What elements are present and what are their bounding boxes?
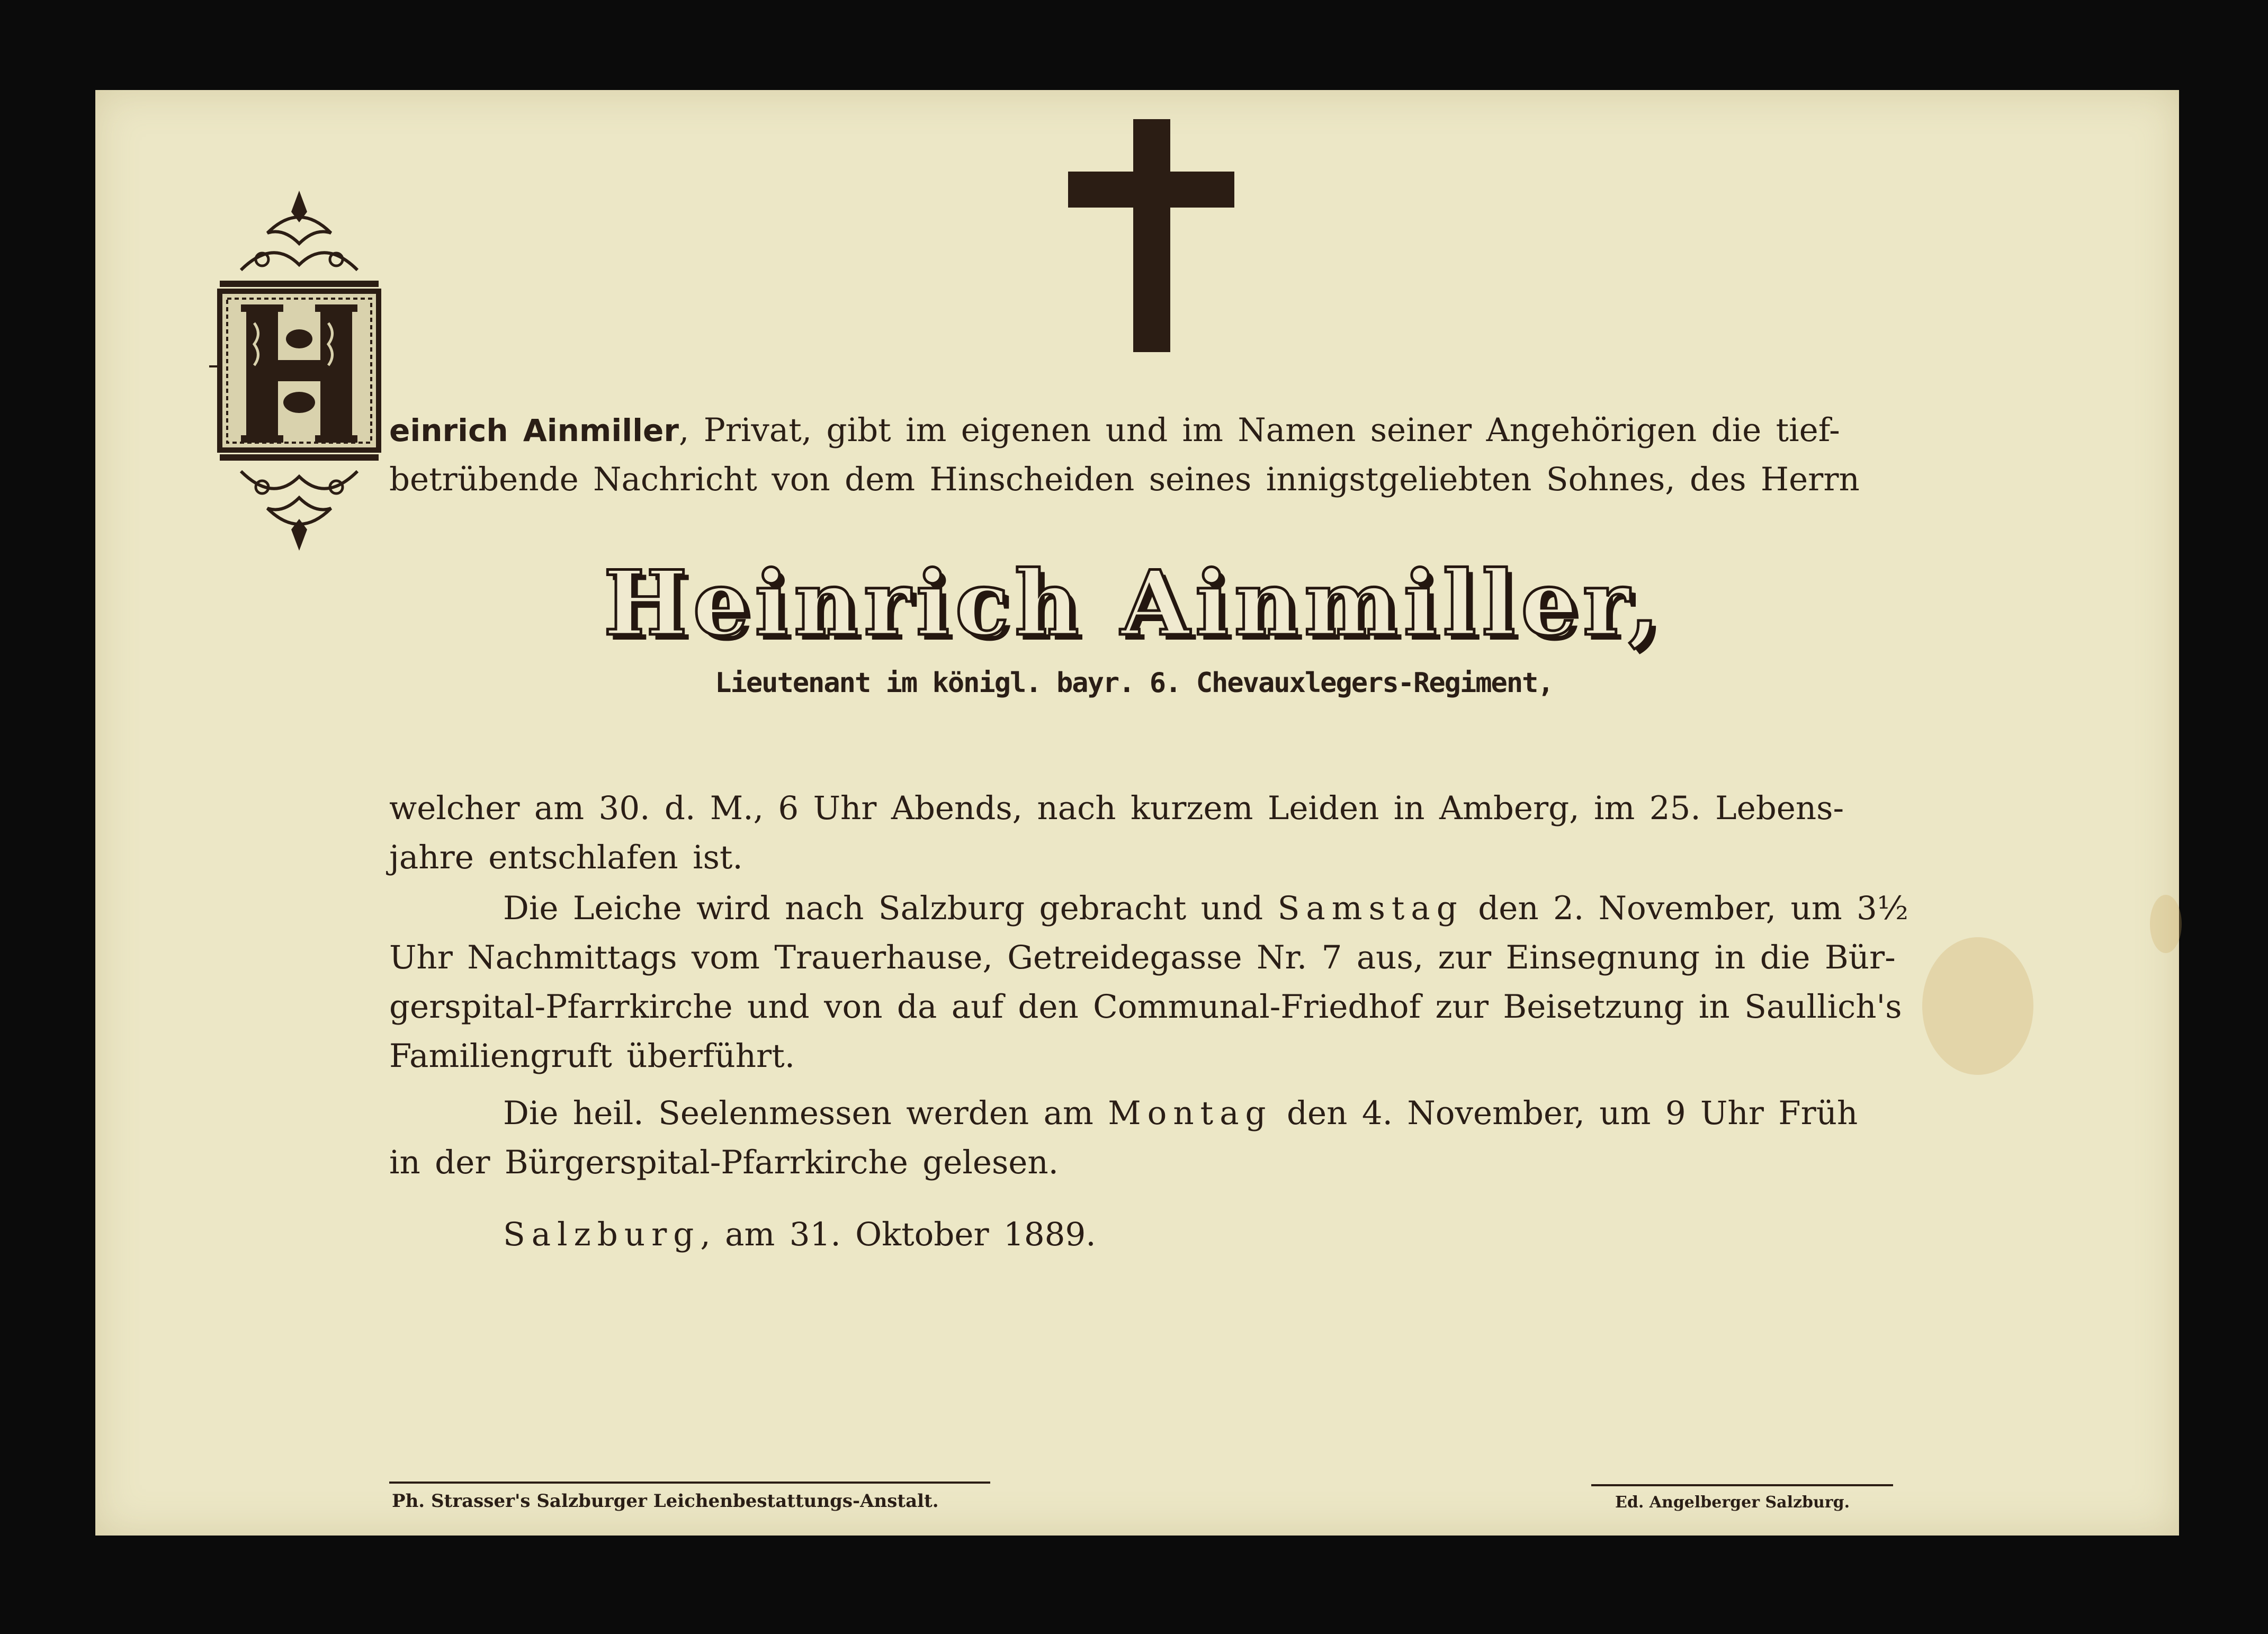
ornamental-initial-h xyxy=(209,191,389,551)
body-line-3-b: den 2. November, um 3½ xyxy=(1463,890,1908,927)
intro-line-1-text: , Privat, gibt im eigenen und im Namen seiner Angehörigen die tief- xyxy=(678,411,1840,449)
body-line-7 xyxy=(503,1089,1858,1138)
body-line-5: gerspital-Pfarrkirche und von da auf den Communal-Friedhof zur Beisetzung in Saullich's xyxy=(389,988,1902,1026)
body-line-7-b: den 4. November, um 9 Uhr Früh xyxy=(1272,1094,1858,1132)
body-line-2: jahre entschlafen ist. xyxy=(389,839,743,876)
imprint-undertaker: Ph. Strasser's Salzburger Leichenbestattungs-Anstalt. xyxy=(392,1491,939,1512)
body-line-1: welcher am 30. d. M., 6 Uhr Abends, nach kurzem Leiden in Amberg, im 25. Lebens- xyxy=(389,789,1844,827)
date-text: , am 31. Oktober 1889. xyxy=(700,1216,1096,1253)
body-line-3 xyxy=(503,884,1908,933)
imprint-rule-left xyxy=(389,1482,990,1484)
intro-name: einrich Ainmiller xyxy=(389,412,679,448)
paper-stain xyxy=(2150,895,2182,953)
weekday-samstag: Samstag xyxy=(1277,890,1464,927)
deceased-rank: Lieutenant im königl. bayr. 6. Chevauxlegers-Regiment, xyxy=(715,667,1553,699)
imprint-printer: Ed. Angelberger Salzburg. xyxy=(1615,1493,1850,1512)
body-line-6: Familiengruft überführt. xyxy=(389,1037,795,1075)
body-line-8: in der Bürgerspital-Pfarrkirche gelesen. xyxy=(389,1144,1059,1181)
paper-stain xyxy=(1922,937,2033,1075)
place-date xyxy=(503,1210,1096,1259)
body-line-4: Uhr Nachmittags vom Trauerhause, Getreidegasse Nr. 7 aus, zur Einsegnung in die Bür- xyxy=(389,939,1896,976)
body-line-7-a: Die heil. Seelenmessen werden am xyxy=(503,1094,1108,1132)
place-salzburg: Salzburg xyxy=(503,1216,701,1253)
intro-line-2: betrübende Nachricht von dem Hinscheiden seines innigstgeliebten Sohnes, des Herrn xyxy=(389,461,1860,498)
body-line-3-a: Die Leiche wird nach Salzburg gebracht und xyxy=(503,890,1278,927)
intro-line-1 xyxy=(389,406,1840,455)
weekday-montag: Montag xyxy=(1108,1094,1272,1132)
deceased-name: Heinrich Ainmiller, xyxy=(603,551,1665,656)
imprint-rule-right xyxy=(1591,1484,1893,1486)
